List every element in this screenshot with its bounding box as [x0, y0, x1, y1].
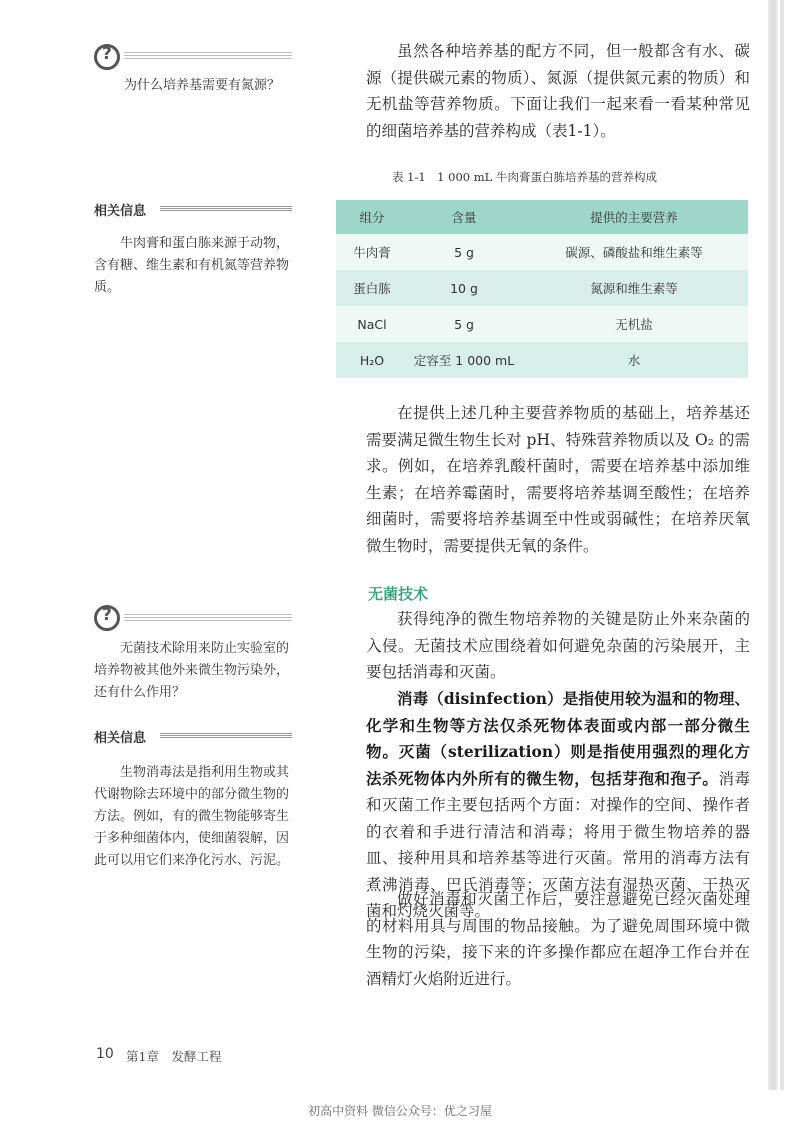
table-cell: 10 g — [408, 270, 520, 306]
table-cell: H₂O — [336, 342, 408, 378]
table-cell: 定容至 1 000 mL — [408, 342, 520, 378]
question-divider — [124, 614, 292, 621]
table-header: 含量 — [408, 200, 520, 234]
related-info-heading: 相关信息 — [94, 204, 147, 219]
table-cell: 5 g — [408, 234, 520, 270]
watermark: 初高中资料 微信公众号：优之习屋 — [308, 1104, 492, 1118]
related-info-divider — [160, 733, 292, 738]
table-cell: 无机盐 — [520, 306, 748, 342]
related-info-text: 生物消毒法是指利用生物或其代谢物除去环境中的部分微生物的方法。例如，有的微生物能够寄生于多种细菌体内，使细菌裂解，因此可以用它们来净化污水、污泥。 — [94, 765, 290, 868]
chapter-label: 第1章 发酵工程 — [126, 1049, 222, 1064]
sidebar-question-2: 无菌技术除用来防止实验室的培养物被其他外来微生物污染外，还有什么作用？ — [94, 641, 290, 700]
definition-bold-text: 消毒（disinfection）是指使用较为温和的物理、化学和生物等方法仅杀死物体表面或内部一部分微生物。灭菌（sterilization）则是指使用强烈的理化方法杀死物体内外所有的微生物，包括芽孢和孢子。 — [366, 689, 750, 788]
page-number: 10 — [96, 1046, 114, 1062]
table-header: 提供的主要营养 — [520, 200, 748, 234]
intro-paragraph: 虽然各种培养基的配方不同，但一般都含有水、碳源（提供碳元素的物质）、氮源（提供氮元素的物质）和无机盐等营养物质。下面让我们一起来看一看某种常见的细菌培养基的营养构成（表1-1）。 — [366, 42, 750, 140]
question-divider — [124, 52, 292, 59]
table-header-row — [336, 200, 748, 234]
related-info-divider — [160, 206, 292, 211]
definition-rest-text: 消毒和灭菌工作主要包括两个方面：对操作的空间、操作者的衣着和手进行清洁和消毒；将用于微生物培养的器皿、接种用具和培养基等进行灭菌。常用的消毒方法有煮沸消毒、巴氏消毒等；灭菌方法有湿热灭菌、干热灭菌和灼烧灭菌等。 — [366, 769, 750, 920]
table-cell: 水 — [520, 342, 748, 378]
procedure-paragraph: 做好消毒和灭菌工作后，要注意避免已经灭菌处理的材料用具与周围的物品接触。为了避免周围环境中微生物的污染，接下来的许多操作都应在超净工作台并在酒精灯火焰附近进行。 — [366, 890, 750, 988]
sterile-intro-paragraph: 获得纯净的微生物培养物的关键是防止外来杂菌的入侵。无菌技术应围绕着如何避免杂菌的污染展开，主要包括消毒和灭菌。 — [366, 610, 750, 681]
table-row — [336, 270, 748, 306]
table-row — [336, 342, 748, 378]
table-cell: 氮源和维生素等 — [520, 270, 748, 306]
table-caption: 表 1-1 1 000 mL 牛肉膏蛋白胨培养基的营养构成 — [392, 170, 657, 184]
section-title: 无菌技术 — [368, 585, 429, 603]
page-edge-shadow — [780, 0, 784, 1090]
requirements-paragraph: 在提供上述几种主要营养物质的基础上，培养基还需要满足微生物生长对 pH、特殊营养物质以及 O₂ 的需求。例如，在培养乳酸杆菌时，需要在培养基中添加维生素；在培养霉菌时，需要将培养基调至酸性；在培养细菌时，需要将培养基调至中性或弱碱性；在培养厌氧微生物时，需要提供无氧的条件。 — [366, 404, 750, 555]
question-icon — [94, 605, 120, 631]
table-row — [336, 234, 748, 270]
related-info-text: 牛肉膏和蛋白胨来源于动物，含有糖、维生素和有机氮等营养物质。 — [94, 236, 290, 295]
page-edge — [768, 0, 778, 1090]
table-row — [336, 306, 748, 342]
table-cell: 5 g — [408, 306, 520, 342]
table-cell: 蛋白胨 — [336, 270, 408, 306]
related-info-heading: 相关信息 — [94, 731, 147, 746]
sidebar-question-1: 为什么培养基需要有氮源？ — [124, 78, 281, 93]
nutrition-table — [336, 200, 748, 378]
question-icon — [94, 44, 120, 70]
table-cell: 牛肉膏 — [336, 234, 408, 270]
table-cell: 碳源、磷酸盐和维生素等 — [520, 234, 748, 270]
table-header: 组分 — [336, 200, 408, 234]
table-cell: NaCl — [336, 306, 408, 342]
